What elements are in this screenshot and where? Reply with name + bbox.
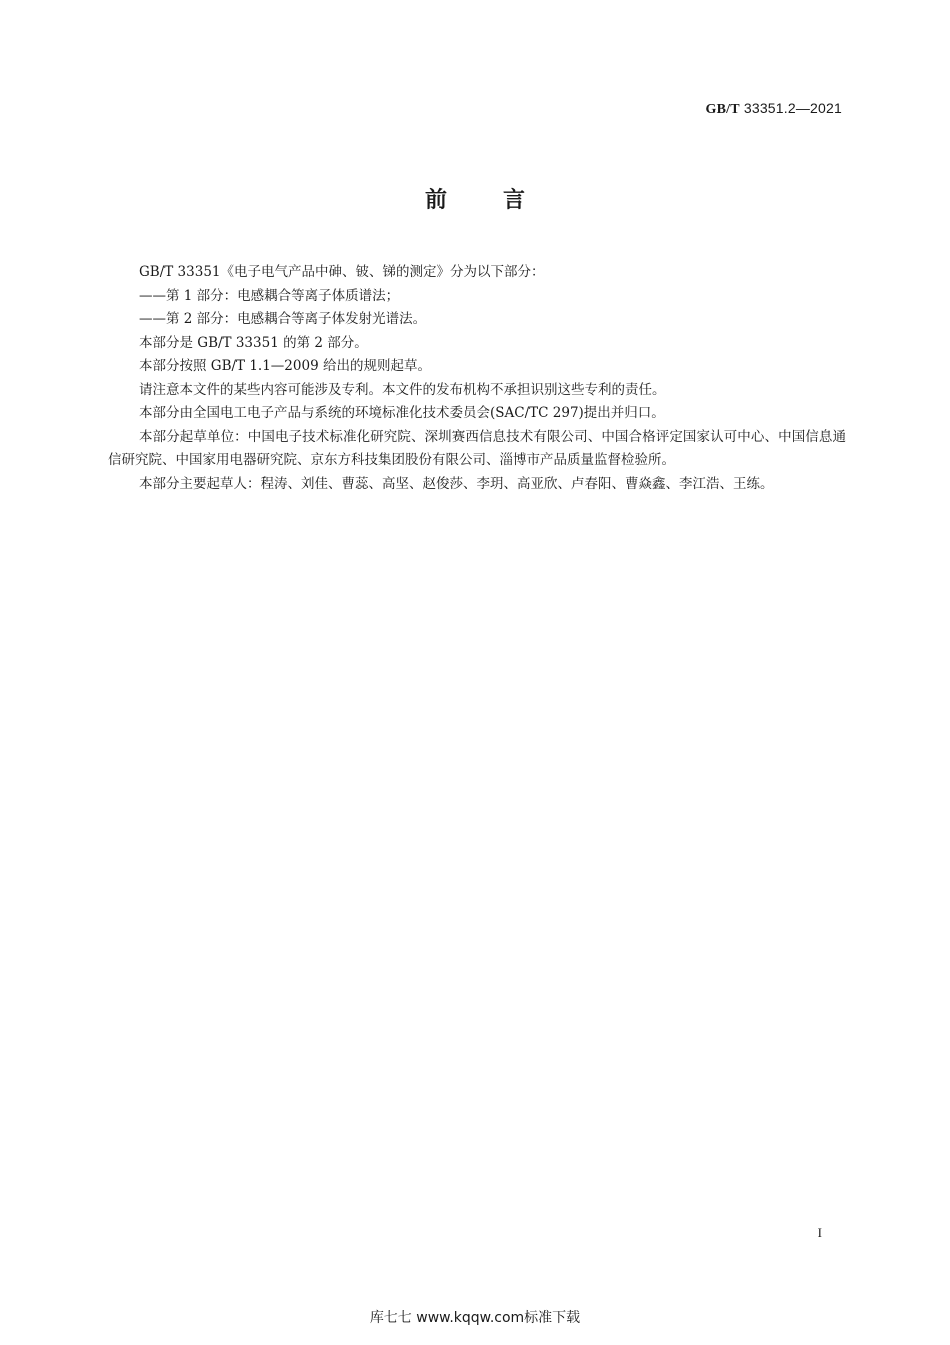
paragraph-drafters: 本部分主要起草人：程涛、刘佳、曹蕊、高坚、赵俊莎、李玥、高亚欣、卢春阳、曹焱鑫、李江浩、王练。 (139, 475, 774, 492)
footer-watermark: 库七七 www.kqqw.com标准下载 (369, 1310, 581, 1326)
standard-prefix: GB/T (705, 102, 740, 117)
paragraph-this-part: 本部分是 GB/T 33351 的第 2 部分。 (139, 334, 368, 351)
paragraph-part-1: ——第 1 部分：电感耦合等离子体质谱法； (139, 287, 400, 304)
paragraph-patent-notice: 请注意本文件的某些内容可能涉及专利。本文件的发布机构不承担识别这些专利的责任。 (139, 381, 666, 398)
paragraph-part-2: ——第 2 部分：电感耦合等离子体发射光谱法。 (139, 311, 427, 327)
paragraph-drafting-units: 本部分起草单位：中国电子技术标准化研究院、深圳赛西信息技术有限公司、中国合格评定国家认可中心、中国信息通信研究院、中国家用电器研究院、京东方科技集团股份有限公司、淄博市产品质量监督检验所。 (108, 428, 846, 468)
page-title: 前言 (424, 188, 581, 213)
paragraph-drafting-rules: 本部分按照 GB/T 1.1—2009 给出的规则起草。 (139, 358, 431, 374)
paragraph-parts-intro: GB/T 33351《电子电气产品中砷、铍、锑的测定》分为以下部分： (139, 264, 545, 280)
standard-number-header (705, 100, 842, 118)
standard-code: 33351.2—2021 (743, 100, 842, 116)
foreword-body (108, 261, 846, 496)
paragraph-proposer: 本部分由全国电工电子产品与系统的环境标准化技术委员会(SAC/TC 297)提出并归口。 (139, 405, 665, 421)
page-number: I (817, 1225, 822, 1240)
